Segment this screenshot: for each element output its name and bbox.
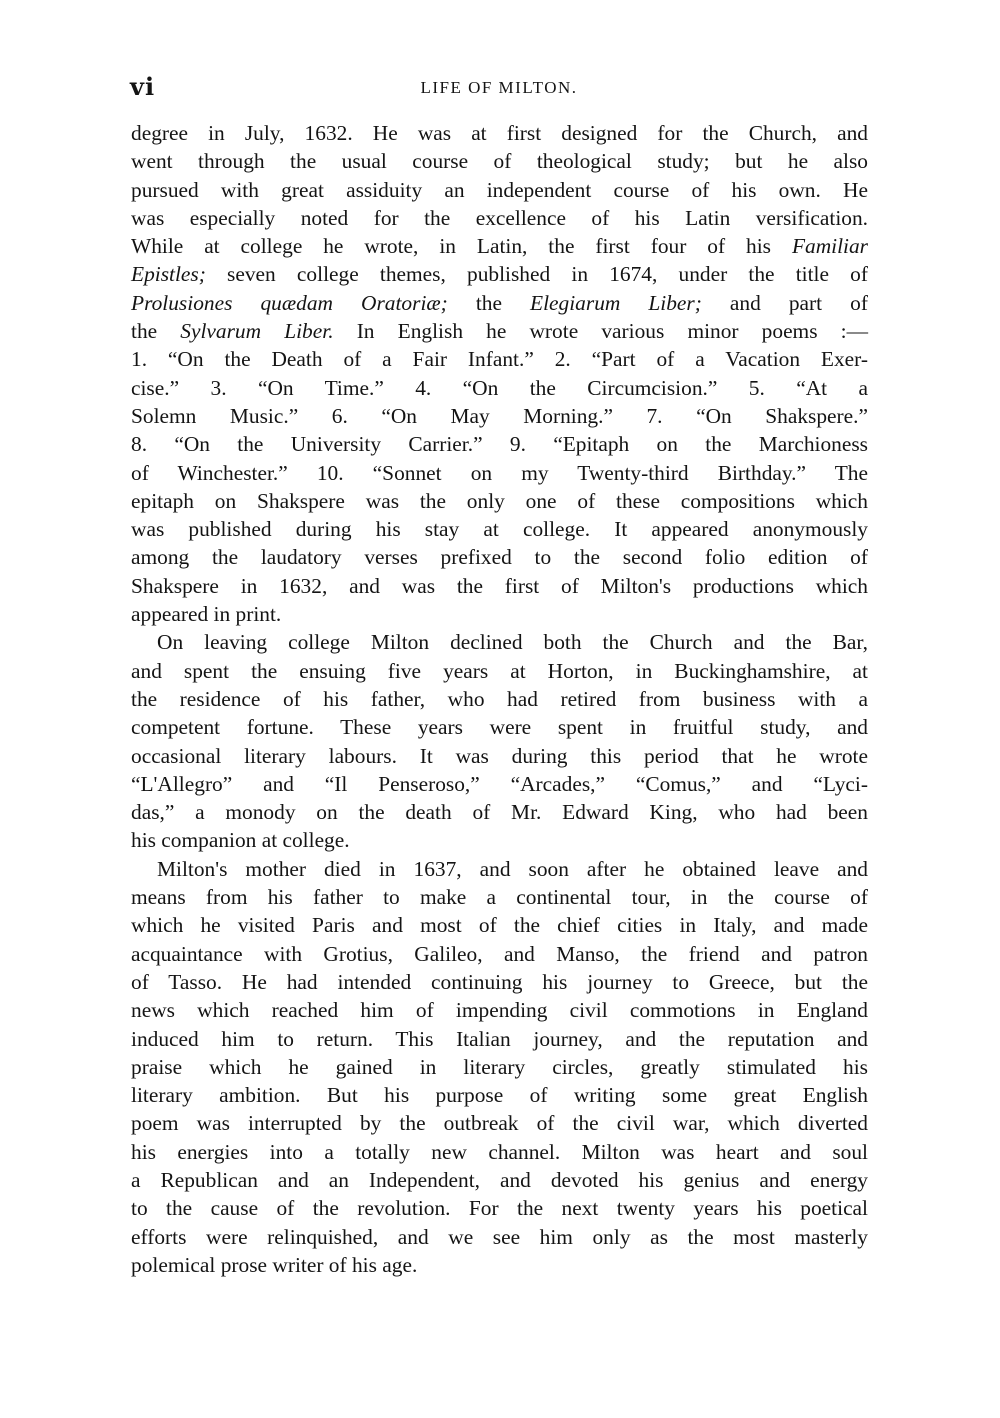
text-line: 8. “On the University Carrier.” 9. “Epitaph on the Marchioness: [131, 432, 868, 457]
text-line: das,” a monody on the death of Mr. Edward King, who had been: [131, 800, 868, 825]
text-line: competent fortune. These years were spent in fruitful study, and: [131, 715, 868, 740]
text-line: and spent the ensuing five years at Horton, in Buckinghamshire, at: [131, 658, 868, 683]
text-line: On leaving college Milton declined both the Church and the Bar,: [157, 630, 868, 655]
italic-title: Familiar: [791, 234, 868, 259]
text-line: of Winchester.” 10. “Sonnet on my Twenty-third Birthday.” The: [131, 460, 868, 485]
text-run: the: [131, 319, 181, 344]
text-line: his companion at college.: [131, 828, 350, 853]
text-line: which he visited Paris and most of the chief cities in Italy, and made: [131, 913, 868, 938]
text-line: was published during his stay at college. It appeared anonymously: [131, 517, 868, 542]
paragraph: [131, 855, 868, 1279]
text-line: occasional literary labours. It was during this period that he wrote: [131, 743, 868, 768]
paragraph: [131, 628, 868, 854]
text-line: means from his father to make a continental tour, in the course of: [131, 885, 868, 910]
text-run: the: [447, 290, 531, 315]
italic-title: Epistles;: [131, 262, 206, 287]
text-line: poem was interrupted by the outbreak of the civil war, which diverted: [131, 1111, 868, 1136]
text-line: [131, 289, 868, 317]
text-line: [131, 232, 868, 260]
text-line: degree in July, 1632. He was at first designed for the Church, and: [131, 121, 868, 145]
text-line: [131, 317, 868, 345]
text-line: efforts were relinquished, and we see him only as the most masterly: [131, 1224, 868, 1249]
text-line: Milton's mother died in 1637, and soon after he obtained leave and: [157, 856, 868, 881]
text-line: polemical prose writer of his age.: [131, 1252, 418, 1277]
running-title: LIFE OF MILTON.: [420, 78, 578, 97]
text-line: appeared in print.: [131, 602, 282, 627]
text-line: to the cause of the revolution. For the next twenty years his poetical: [131, 1196, 868, 1221]
text-line: 1. “On the Death of a Fair Infant.” 2. “Part of a Vacation Exer-: [131, 347, 868, 372]
italic-title: Sylvarum Liber.: [180, 319, 334, 344]
text-line: [131, 260, 868, 288]
text-line: Solemn Music.” 6. “On May Morning.” 7. “On Shakspere.”: [131, 403, 868, 428]
text-run: In English he wrote various minor poems :—: [333, 319, 868, 344]
paragraph: [131, 119, 868, 628]
text-line: went through the usual course of theological study; but he also: [131, 149, 868, 174]
italic-title: Prolusiones quædam Oratoriæ;: [131, 290, 448, 315]
text-line: pursued with great assiduity an independent course of his own. He: [131, 177, 868, 202]
text-run: While at college he wrote, in Latin, the first four of his: [131, 234, 792, 259]
text-line: of Tasso. He had intended continuing his journey to Greece, but the: [131, 969, 868, 994]
text-line: Shakspere in 1632, and was the first of Milton's productions which: [131, 573, 868, 598]
text-line: news which reached him of impending civil commotions in England: [131, 998, 868, 1023]
text-line: his energies into a totally new channel. Milton was heart and soul: [131, 1139, 868, 1164]
text-line: acquaintance with Grotius, Galileo, and Manso, the friend and patron: [131, 941, 868, 966]
page-header: [130, 72, 868, 102]
body-text: [131, 119, 868, 1279]
text-run: seven college themes, published in 1674, under the title of: [205, 262, 868, 287]
text-line: cise.” 3. “On Time.” 4. “On the Circumcision.” 5. “At a: [131, 375, 868, 400]
text-line: literary ambition. But his purpose of writing some great English: [131, 1083, 868, 1108]
text-line: among the laudatory verses prefixed to the second folio edition of: [131, 545, 868, 570]
text-line: the residence of his father, who had retired from business with a: [131, 686, 868, 711]
text-line: a Republican and an Independent, and devoted his genius and energy: [131, 1167, 868, 1192]
text-line: induced him to return. This Italian journey, and the reputation and: [131, 1026, 868, 1051]
italic-title: Elegiarum Liber;: [530, 290, 702, 315]
text-line: epitaph on Shakspere was the only one of these compositions which: [131, 488, 868, 513]
text-line: praise which he gained in literary circles, greatly stimulated his: [131, 1054, 868, 1079]
text-line: was especially noted for the excellence of his Latin versification.: [131, 205, 868, 230]
text-line: “L'Allegro” and “Il Penseroso,” “Arcades,” “Comus,” and “Lyci-: [131, 771, 868, 796]
page-number: vi: [130, 72, 156, 101]
text-run: and part of: [701, 290, 868, 315]
